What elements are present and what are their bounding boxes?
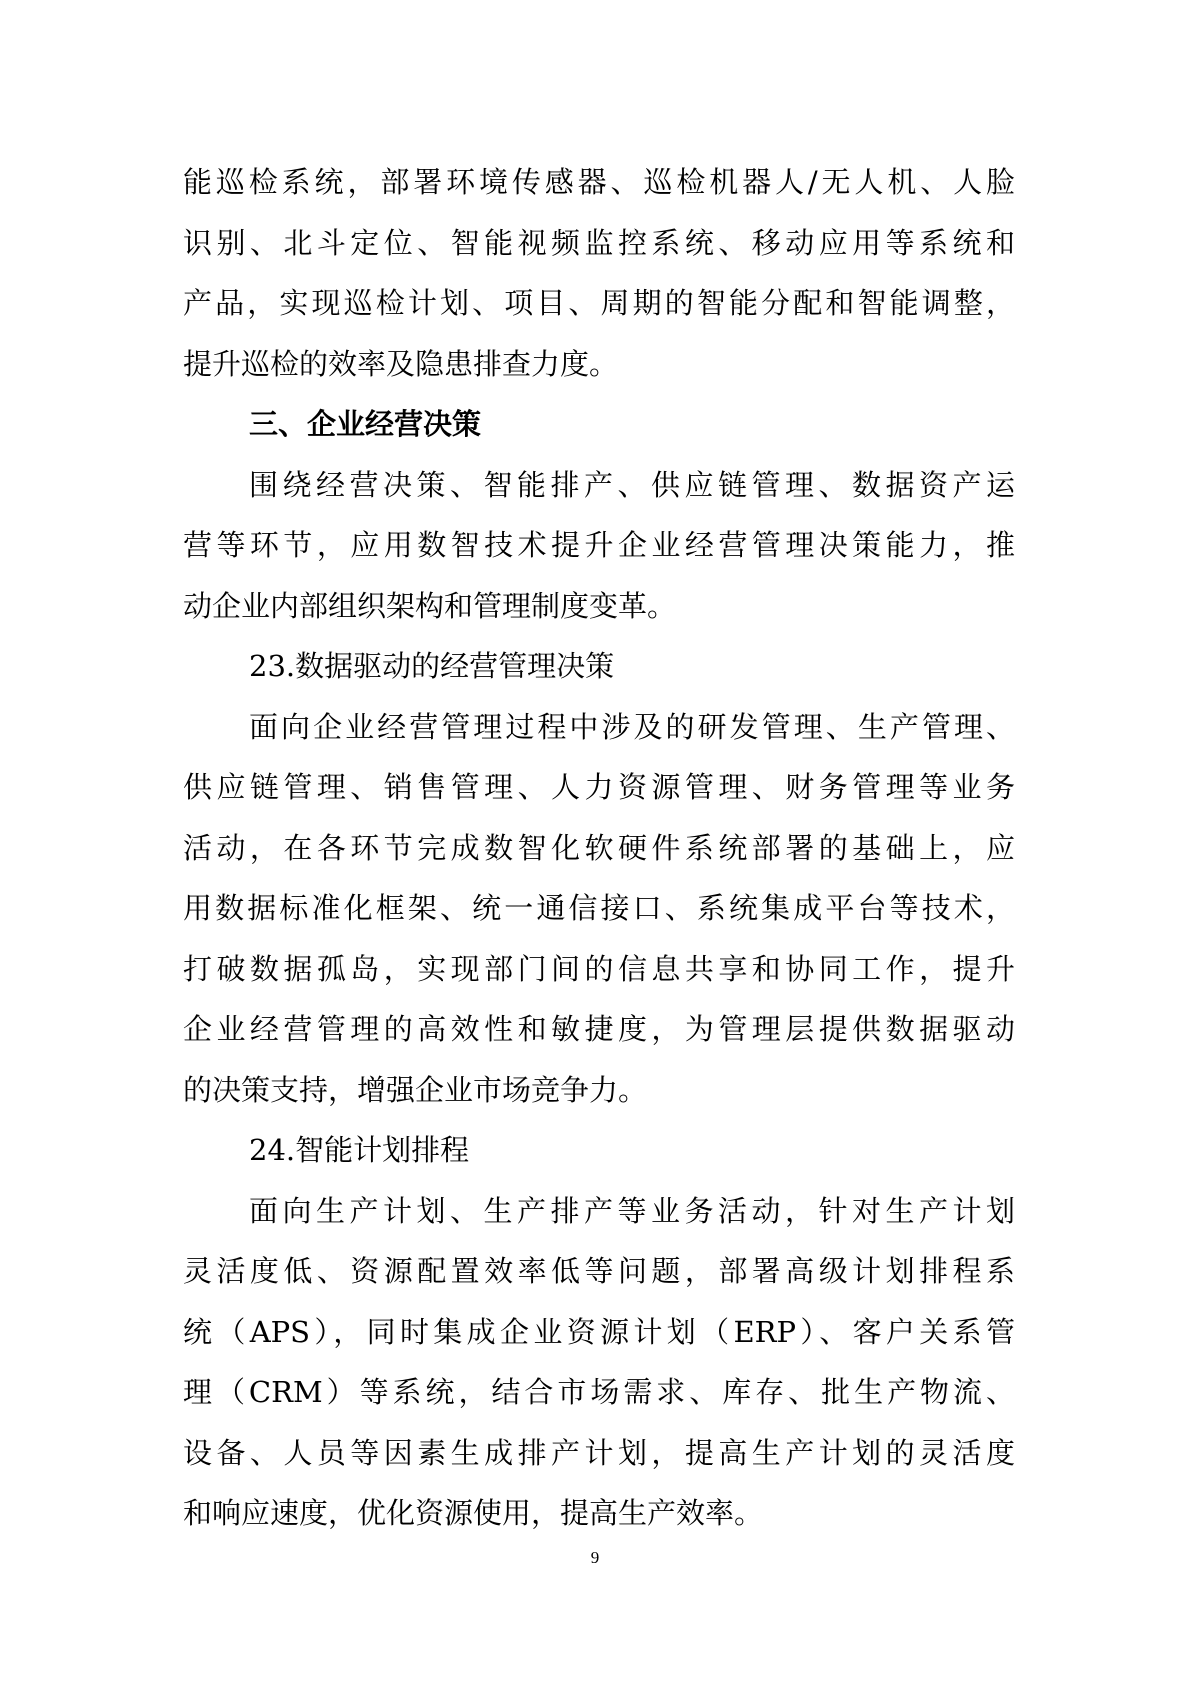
body-text-line: 面向企业经营管理过程中涉及的研发管理、生产管理、 [249,709,1015,744]
page-number: 9 [590,1548,600,1567]
subsection-heading: 23.数据驱动的经营管理决策 [249,649,615,683]
body-text-line: 围绕经营决策、智能排产、供应链管理、数据资产运 [249,467,1015,502]
body-text-line: 产品，实现巡检计划、项目、周期的智能分配和智能调整， [183,286,1015,320]
body-text-line: 营等环节，应用数智技术提升企业经营管理决策能力，推 [183,528,1015,562]
body-text-line: 活动，在各环节完成数智化软硬件系统部署的基础上，应 [183,830,1015,865]
body-text-line: 打破数据孤岛，实现部门间的信息共享和协同工作，提升 [183,951,1015,986]
section-heading: 三、企业经营决策 [249,407,482,441]
document-body [183,152,1015,1544]
body-text-line: 识别、北斗定位、智能视频监控系统、移动应用等系统和 [183,225,1015,260]
body-text-line: 设备、人员等因素生成排产计划，提高生产计划的灵活度 [183,1435,1015,1470]
body-text-line: 统（APS），同时集成企业资源计划（ERP）、客户关系管 [183,1314,1015,1349]
body-text-line: 面向生产计划、生产排产等业务活动，针对生产计划 [249,1193,1015,1228]
body-text-line: 供应链管理、销售管理、人力资源管理、财务管理等业务 [183,770,1015,804]
subsection-heading: 24.智能计划排程 [249,1133,470,1167]
body-text-line: 和响应速度，优化资源使用，提高生产效率。 [183,1496,764,1530]
body-text-line: 灵活度低、资源配置效率低等问题，部署高级计划排程系 [183,1254,1015,1288]
body-text-line: 用数据标准化框架、统一通信接口、系统集成平台等技术， [183,891,1015,925]
body-text-line: 企业经营管理的高效性和敏捷度，为管理层提供数据驱动 [183,1012,1015,1046]
body-text-line: 的决策支持，增强企业市场竞争力。 [183,1072,648,1107]
body-text-line: 提升巡检的效率及隐患排查力度。 [183,346,619,381]
body-text-line: 能巡检系统，部署环境传感器、巡检机器人/无人机、人脸 [183,165,1015,199]
body-text-line: 理（CRM）等系统，结合市场需求、库存、批生产物流、 [183,1375,1015,1409]
body-text-line: 动企业内部组织架构和管理制度变革。 [183,588,677,623]
